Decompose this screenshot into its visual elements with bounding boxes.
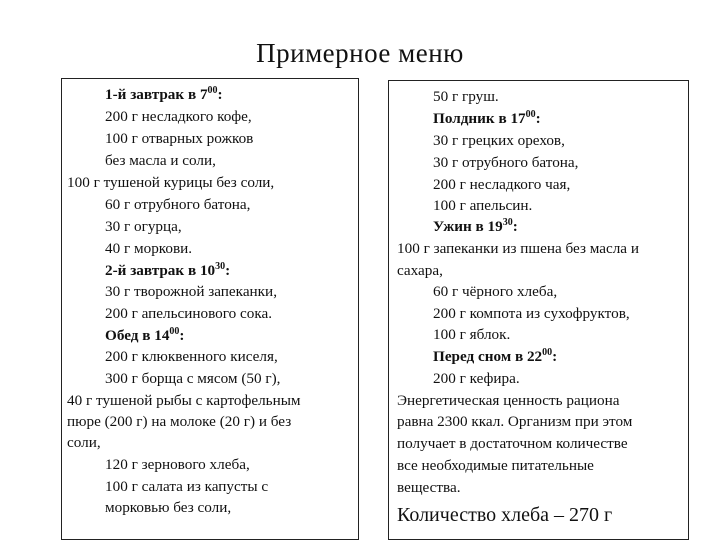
menu-line: 200 г апельсинового сока.	[105, 305, 273, 322]
menu-line: соли,	[67, 434, 101, 451]
bread-total-note: Количество хлеба – 270 г	[397, 504, 613, 526]
menu-line: 50 г груш.	[433, 88, 499, 105]
menu-line: 60 г отрубного батона,	[105, 196, 251, 213]
menu-line: 200 г кефира.	[433, 370, 520, 387]
menu-line: 200 г клюквенного киселя,	[105, 348, 278, 365]
breakfast1-heading: 1-й завтрак в $7^{00}$:	[105, 85, 223, 103]
menu-line: 30 г творожной запеканки,	[105, 283, 277, 300]
menu-line: получает в достаточном количестве	[397, 435, 628, 452]
menu-line: сахара,	[397, 262, 443, 279]
breakfast2-heading: 2-й завтрак в $10^{30}$:	[105, 261, 231, 279]
lunch-heading: Обед в $14^{00}$:	[105, 326, 185, 344]
menu-line: 100 г салата из капусты с	[105, 478, 269, 495]
menu-line: равна 2300 ккал. Организм при этом	[397, 413, 633, 430]
menu-line: без масла и соли,	[105, 152, 216, 169]
menu-line: 200 г компота из сухофруктов,	[433, 305, 630, 322]
menu-line: 300 г борща с мясом (50 г),	[105, 370, 281, 387]
menu-line: пюре (200 г) на молоке (20 г) и без	[67, 413, 292, 430]
menu-line: 30 г отрубного батона,	[433, 154, 579, 171]
page-title: Примерное меню	[256, 38, 464, 68]
menu-line: 40 г моркови.	[105, 240, 193, 257]
menu-line: 100 г яблок.	[433, 326, 511, 343]
menu-line: 30 г огурца,	[105, 218, 182, 235]
menu-line: 100 г тушеной курицы без соли,	[67, 174, 275, 191]
left-menu-panel	[61, 78, 359, 540]
menu-line: все необходимые питательные	[397, 457, 594, 474]
menu-line: 60 г чёрного хлеба,	[433, 283, 558, 300]
menu-line: вещества.	[397, 479, 461, 496]
bedtime-heading: Перед сном в $22^{00}$:	[433, 347, 558, 365]
menu-line: 100 г отварных рожков	[105, 130, 254, 147]
snack-heading: Полдник в $17^{00}$:	[433, 109, 541, 127]
right-menu-panel	[388, 80, 689, 540]
menu-line: 120 г зернового хлеба,	[105, 456, 250, 473]
menu-line: 30 г грецких орехов,	[433, 132, 565, 149]
menu-line: 100 г запеканки из пшена без масла и	[397, 240, 639, 257]
menu-line: Энергетическая ценность рациона	[397, 392, 620, 409]
dinner-heading: Ужин в $19^{30}$:	[433, 217, 518, 235]
menu-line: 200 г несладкого чая,	[433, 176, 571, 193]
menu-line: 100 г апельсин.	[433, 197, 533, 214]
menu-line: морковью без соли,	[105, 499, 232, 516]
menu-line: 40 г тушеной рыбы с картофельным	[67, 392, 301, 409]
menu-line: 200 г несладкого кофе,	[105, 108, 252, 125]
